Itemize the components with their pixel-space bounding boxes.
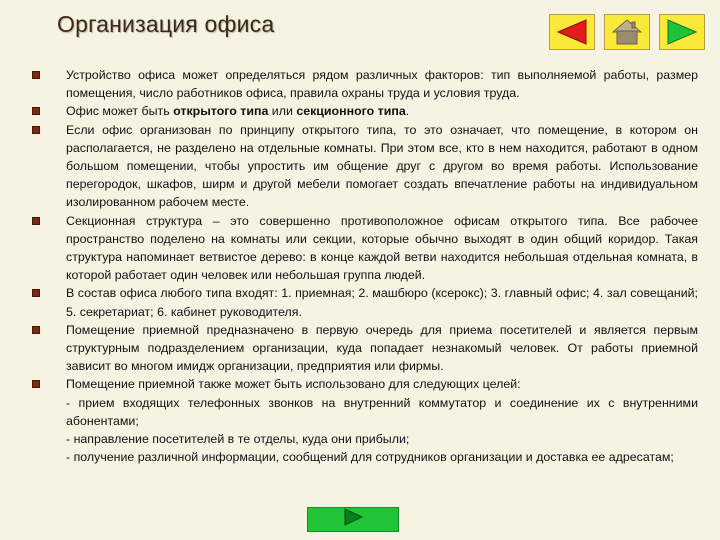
bullet-icon <box>32 289 40 297</box>
slide-title: Организация офиса <box>57 11 275 37</box>
bullet-icon <box>32 126 40 134</box>
list-item <box>30 375 698 393</box>
item-text: Секционная структура – это совершенно противоположное офисам открытого типа. Все рабочее пространство поделено на комнаты или секции, которые обычно выходят в один общий коридор. Такая структура напоминает ветвистое дерево: в конце каждой ветви находится небольшая отдельная комната, в которой работает один человек или небольшая группа людей. <box>66 213 698 283</box>
continuation-line: - направление посетителей в те отделы, куда они прибыли; <box>66 432 410 447</box>
item-text-part: Офис может быть <box>66 104 174 119</box>
list-item <box>30 321 698 376</box>
arrow-right-icon <box>665 18 699 46</box>
play-right-icon <box>342 508 364 531</box>
list-item <box>30 121 698 212</box>
bottom-next-button[interactable] <box>307 507 399 532</box>
item-text: Помещение приемной предназначено в первую очередь для приема посетителей и является первым структурным подразделением организации, куда попадает незнакомый человек. От работы приемной зависит во многом имидж организации, предприятия или фирмы. <box>66 322 698 374</box>
slide-content <box>30 66 698 466</box>
arrow-left-icon <box>555 18 589 46</box>
item-bold-term: открытого типа <box>173 104 269 119</box>
bullet-icon <box>32 217 40 225</box>
bullet-icon <box>32 326 40 334</box>
item-text: Если офис организован по принципу открытого типа, то это означает, что помещение, в котором он располагается, не разделено на отдельные комнаты. При этом все, кто в нем находится, работают в одном большом помещении, чтобы упростить им общение друг с другом во время работы. Использование перегородок, шкафов, ширм и другой мебели помогает создать впечатление работы на индивидуальном изолированном рабочем месте. <box>66 122 698 210</box>
list-item <box>30 212 698 285</box>
continuation-line: - прием входящих телефонных звонков на внутренний коммутатор и соединение их с внутренними абонентами; <box>66 395 698 428</box>
home-icon <box>610 17 644 47</box>
home-button[interactable] <box>604 14 650 50</box>
item-text-part: . <box>405 104 410 119</box>
bullet-icon <box>32 380 40 388</box>
next-slide-button[interactable] <box>659 14 705 50</box>
item-text <box>66 102 698 120</box>
item-text: В состав офиса любого типа входят: 1. приемная; 2. машбюро (ксерокс); 3. главный офис; 4. зал совещаний; 5. секретариат; 6. кабинет руководителя. <box>66 286 698 319</box>
bullet-icon <box>32 71 40 79</box>
list-item <box>30 66 698 102</box>
bullet-icon <box>32 107 40 115</box>
item-text-part: или <box>268 104 297 119</box>
list-item <box>30 102 698 120</box>
item-text: Помещение приемной также может быть использовано для следующих целей: <box>66 377 521 392</box>
item-text: Устройство офиса может определяться рядом различных факторов: тип выполняемой работы, размер помещения, число работников офиса, правила охраны труда и условия труда. <box>66 68 698 101</box>
item-bold-term: секционного типа <box>296 104 406 119</box>
continuation-line: - получение различной информации, сообщений для сотрудников организации и доставка ее адресатам; <box>66 450 674 465</box>
prev-slide-button[interactable] <box>549 14 595 50</box>
list-item <box>30 284 698 320</box>
